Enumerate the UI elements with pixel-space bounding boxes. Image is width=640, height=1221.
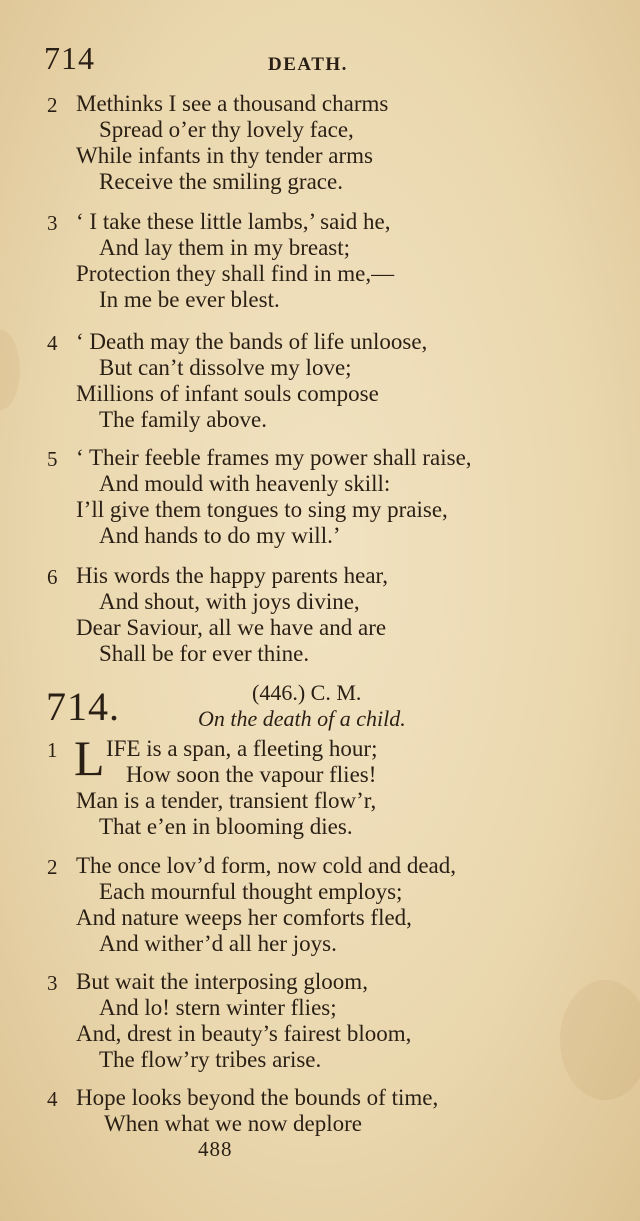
verse-line: And lo! stern winter flies; — [99, 995, 337, 1020]
verse-line: The flow’ry tribes arise. — [99, 1047, 322, 1072]
verse-line: ‘ Their feeble frames my power shall raise, — [76, 445, 472, 470]
running-title: DEATH. — [268, 54, 348, 75]
verse-line: Hope looks beyond the bounds of time, — [76, 1085, 439, 1110]
verse-number: 6 — [47, 565, 58, 589]
verse-line: But can’t dissolve my love; — [99, 355, 352, 380]
hymn-subtitle: On the death of a child. — [198, 706, 406, 731]
verse-number: 1 — [47, 738, 58, 762]
verse-line: ‘ I take these little lambs,’ said he, — [76, 209, 391, 234]
verse-line: Shall be for ever thine. — [99, 641, 310, 666]
paper-stain — [0, 330, 20, 410]
verse-line: And lay them in my breast; — [99, 235, 351, 260]
verse-line: ‘ Death may the bands of life unloose, — [76, 329, 428, 354]
verse-line: Dear Saviour, all we have and are — [76, 615, 387, 640]
verse-line: Methinks I see a thousand charms — [76, 91, 389, 116]
verse-line: When what we now deplore — [104, 1111, 363, 1136]
hymn-number: 714. — [46, 684, 120, 729]
drop-cap: L — [74, 730, 105, 786]
folio-number: 488 — [198, 1137, 233, 1161]
verse-line: How soon the vapour flies! — [126, 762, 377, 787]
hymn-meter: (446.) C. M. — [252, 680, 362, 705]
verse-line: IFE is a span, a fleeting hour; — [106, 736, 378, 761]
verse-line: Receive the smiling grace. — [99, 169, 343, 194]
verse-number: 5 — [47, 447, 58, 471]
verse-line: And wither’d all her joys. — [99, 931, 337, 956]
verse-line: The family above. — [99, 407, 267, 432]
verse-line: While infants in thy tender arms — [76, 143, 374, 168]
verse-line: That e’en in blooming dies. — [99, 814, 353, 839]
verse-line: Each mournful thought employs; — [99, 879, 403, 904]
verse-number: 4 — [47, 331, 58, 355]
verse-number: 4 — [47, 1087, 58, 1111]
verse-number: 2 — [47, 93, 58, 117]
verse-line: I’ll give them tongues to sing my praise, — [76, 497, 448, 522]
verse-line: But wait the interposing gloom, — [76, 969, 368, 994]
paper-stain — [560, 980, 640, 1100]
verse-line: Millions of infant souls compose — [76, 381, 379, 406]
verse-line: And nature weeps her comforts fled, — [76, 905, 412, 930]
verse-line: And mould with heavenly skill: — [99, 471, 391, 496]
verse-line: His words the happy parents hear, — [76, 563, 389, 588]
page-number: 714 — [44, 40, 95, 76]
verse-line: In me be ever blest. — [99, 287, 280, 312]
verse-line: And, drest in beauty’s fairest bloom, — [76, 1021, 412, 1046]
verse-number: 3 — [47, 971, 58, 995]
page-header — [0, 40, 640, 80]
verse-line: Spread o’er thy lovely face, — [99, 117, 354, 142]
verse-number: 2 — [47, 855, 58, 879]
verse-number: 3 — [47, 211, 58, 235]
verse-line: The once lov’d form, now cold and dead, — [76, 853, 457, 878]
verse-line: And shout, with joys divine, — [99, 589, 360, 614]
verse-line: And hands to do my will.’ — [99, 523, 341, 548]
verse-line: Protection they shall find in me,— — [76, 261, 395, 286]
verse-line: Man is a tender, transient flow’r, — [76, 788, 377, 813]
